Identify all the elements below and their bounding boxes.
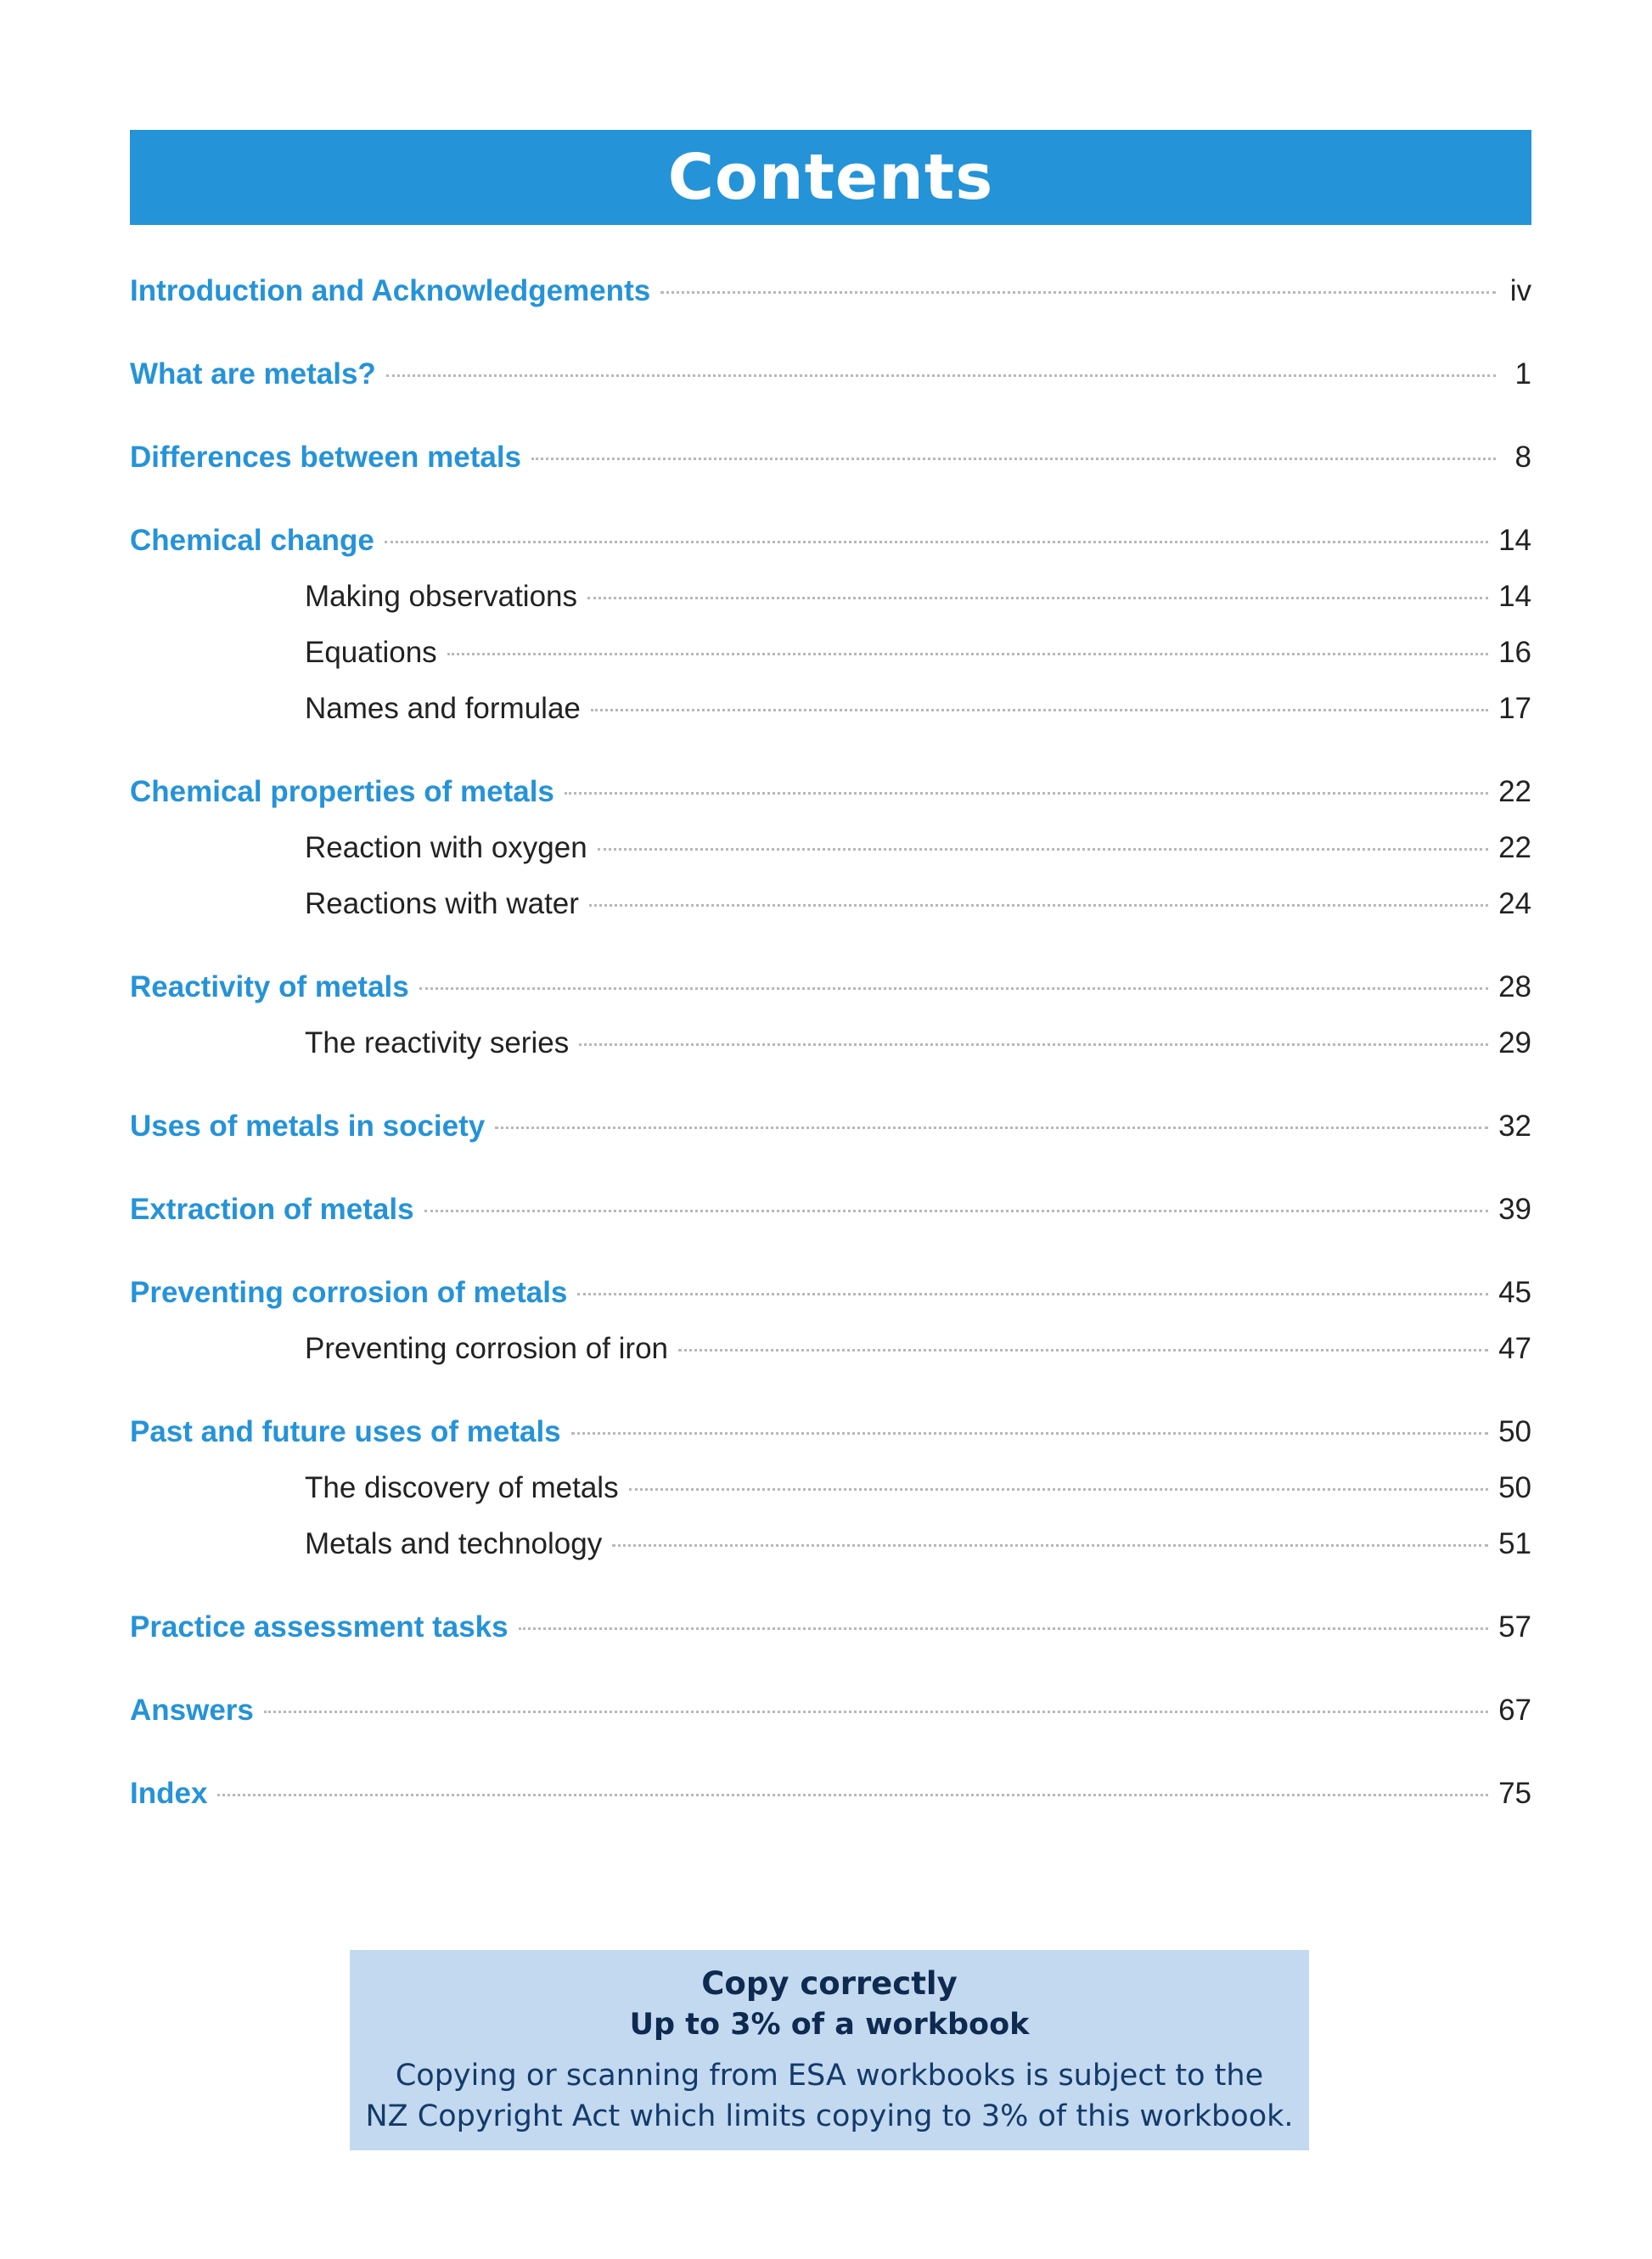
toc-spacer — [130, 1155, 1531, 1182]
toc-subentry[interactable] — [130, 1460, 1531, 1516]
toc-entry[interactable] — [130, 1099, 1531, 1155]
dot-leader — [612, 1544, 1488, 1547]
toc-entry-label: Reaction with oxygen — [305, 831, 587, 864]
toc-subentry[interactable] — [130, 569, 1531, 625]
toc-entry[interactable] — [130, 1265, 1531, 1321]
toc-page-number: 17 — [1498, 692, 1531, 725]
toc-entry[interactable] — [130, 764, 1531, 820]
toc-subentry[interactable] — [130, 1015, 1531, 1071]
toc-page-number: 57 — [1498, 1610, 1531, 1644]
notice-line: NZ Copyright Act which limits copying to 3% of this workbook. — [365, 2099, 1294, 2133]
toc-subentry[interactable] — [130, 1516, 1531, 1572]
notice-body — [350, 2055, 1309, 2137]
dot-leader — [264, 1711, 1488, 1713]
copyright-notice — [350, 1950, 1309, 2150]
toc-entry-label: Equations — [305, 636, 437, 669]
dot-leader — [660, 291, 1496, 294]
dot-leader — [598, 848, 1488, 851]
toc-subentry[interactable] — [130, 1321, 1531, 1377]
toc-spacer — [130, 1377, 1531, 1404]
toc-entry-label: Practice assessment tasks — [130, 1610, 509, 1644]
toc-entry-label: Reactions with water — [305, 887, 579, 920]
page-title: Contents — [667, 141, 994, 214]
toc-entry[interactable] — [130, 959, 1531, 1015]
toc-spacer — [130, 1238, 1531, 1265]
toc-spacer — [130, 737, 1531, 764]
toc-entry-label: Reactivity of metals — [130, 970, 409, 1003]
toc-entry-label: Differences between metals — [130, 441, 522, 474]
toc-subentry[interactable] — [130, 876, 1531, 932]
dot-leader — [447, 653, 1488, 655]
toc-entry-label: Metals and technology — [305, 1527, 603, 1560]
toc-entry-label: Index — [130, 1777, 208, 1810]
toc-page-number: 45 — [1498, 1276, 1531, 1309]
notice-title: Copy correctly — [701, 1965, 958, 2002]
toc-page-number: 51 — [1498, 1527, 1531, 1560]
dot-leader — [629, 1488, 1488, 1491]
toc-entry-label: Preventing corrosion of iron — [305, 1332, 668, 1365]
toc-page-number: 22 — [1498, 775, 1531, 808]
dot-leader — [571, 1432, 1488, 1435]
toc-entry[interactable] — [130, 263, 1531, 319]
toc-entry-label: Extraction of metals — [130, 1193, 414, 1226]
toc-entry[interactable] — [130, 1404, 1531, 1460]
toc-entry[interactable] — [130, 1683, 1531, 1739]
dot-leader — [495, 1127, 1488, 1129]
toc-page-number: 24 — [1498, 887, 1531, 920]
notice-subtitle: Up to 3% of a workbook — [629, 2008, 1030, 2042]
toc-entry[interactable] — [130, 1766, 1531, 1822]
toc-page-number: 75 — [1498, 1777, 1531, 1810]
dot-leader — [386, 374, 1496, 377]
dot-leader — [589, 904, 1488, 907]
toc-entry[interactable] — [130, 513, 1531, 569]
dot-leader — [678, 1349, 1488, 1351]
toc-page-number: iv — [1509, 274, 1531, 307]
dot-leader — [591, 709, 1488, 711]
toc-entry-label: Chemical properties of metals — [130, 775, 554, 808]
toc-page-number: 50 — [1498, 1471, 1531, 1504]
toc-subentry[interactable] — [130, 625, 1531, 681]
toc-entry-label: Names and formulae — [305, 692, 581, 725]
toc-page-number: 16 — [1498, 636, 1531, 669]
toc-page-number: 14 — [1498, 580, 1531, 613]
toc-entry-label: Introduction and Acknowledgements — [130, 274, 651, 307]
dot-leader — [519, 1627, 1488, 1630]
toc-spacer — [130, 402, 1531, 430]
toc-spacer — [130, 1071, 1531, 1099]
toc-entry-label: Uses of metals in society — [130, 1110, 486, 1143]
toc-spacer — [130, 1739, 1531, 1766]
dot-leader — [531, 458, 1496, 460]
toc-spacer — [130, 319, 1531, 346]
toc-page-number: 22 — [1498, 831, 1531, 864]
notice-line: Copying or scanning from ESA workbooks is subject to the — [395, 2059, 1264, 2093]
toc-subentry[interactable] — [130, 681, 1531, 737]
toc-entry-label: Answers — [130, 1694, 254, 1727]
toc-entry-label: Chemical change — [130, 524, 374, 557]
toc-spacer — [130, 486, 1531, 513]
toc-entry-label: Preventing corrosion of metals — [130, 1276, 568, 1309]
dot-leader — [217, 1794, 1488, 1796]
dot-leader — [424, 1210, 1489, 1212]
toc-entry-label: Past and future uses of metals — [130, 1415, 561, 1448]
toc-spacer — [130, 1655, 1531, 1683]
toc-page-number: 39 — [1498, 1193, 1531, 1226]
dot-leader — [577, 1293, 1488, 1295]
toc-page-number: 67 — [1498, 1694, 1531, 1727]
dot-leader — [587, 597, 1488, 599]
toc-subentry[interactable] — [130, 820, 1531, 876]
toc-entry-label: The reactivity series — [305, 1026, 570, 1059]
dot-leader — [419, 987, 1488, 990]
dot-leader — [565, 792, 1488, 795]
dot-leader — [579, 1043, 1488, 1046]
toc-page-number: 47 — [1498, 1332, 1531, 1365]
toc-entry[interactable] — [130, 1182, 1531, 1238]
toc-page-number: 14 — [1498, 524, 1531, 557]
dot-leader — [385, 541, 1488, 543]
table-of-contents — [130, 263, 1531, 1822]
toc-entry-label: Making observations — [305, 580, 577, 613]
toc-page-number: 8 — [1514, 441, 1531, 474]
toc-entry[interactable] — [130, 1599, 1531, 1655]
toc-page-number: 32 — [1498, 1110, 1531, 1143]
toc-entry-label: The discovery of metals — [305, 1471, 619, 1504]
toc-entry[interactable] — [130, 346, 1531, 402]
toc-page-number: 29 — [1498, 1026, 1531, 1059]
toc-entry-label: What are metals? — [130, 357, 376, 391]
toc-spacer — [130, 1572, 1531, 1599]
toc-spacer — [130, 932, 1531, 959]
contents-banner — [130, 130, 1531, 225]
toc-page-number: 1 — [1514, 357, 1531, 391]
toc-page-number: 50 — [1498, 1415, 1531, 1448]
toc-page-number: 28 — [1498, 970, 1531, 1003]
toc-entry[interactable] — [130, 430, 1531, 486]
